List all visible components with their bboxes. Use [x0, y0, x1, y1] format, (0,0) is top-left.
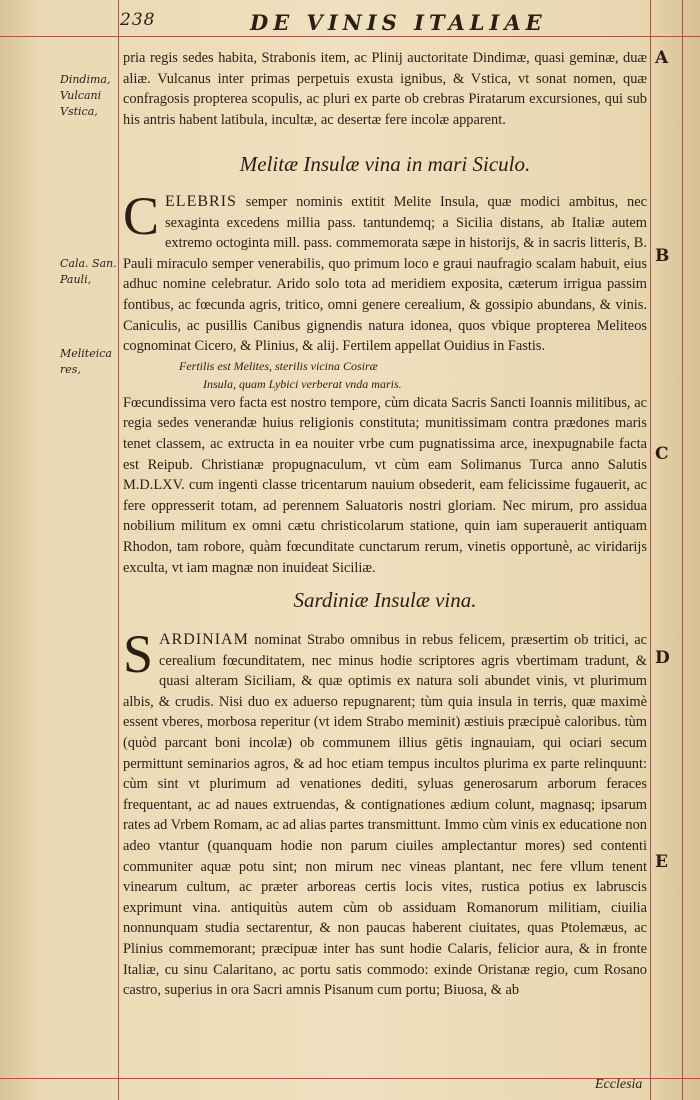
verse-line-2: Insula, quam Lybici verberat vnda maris. — [203, 376, 402, 391]
margin-note-cala — [60, 256, 118, 288]
margin-note-line: Vulcani — [60, 89, 102, 102]
section-letter-c: C — [655, 444, 669, 464]
page-header — [120, 6, 650, 36]
melita-paragraph — [123, 186, 647, 357]
margin-note-line: Vstica, — [60, 105, 98, 118]
melita-text-continued: Fœcundissima vero facta est nostro tempore, cùm dicata Sacris Sancti Ioannis militibus, ac regia sedes venerandæ huius religionis constituta; munitissimam contra prædones maris tenet classem, ac extructa in ea nouiter vrbe cum pugnatissima arce, inexpugnabile facta est Reipub. Christianæ propugnaculum, vt cùm eam Solimanus Turca anno Salutis M.D.LXV. cum ingenti classe tricentarum nauium obsederit, eam felicissime fugauerit, ac fere oppresserit totam, ad perennem Saluatoris nostri gloriam. Nec mirum, pro assidua nobilium militum ex omni cætu christicolarum statione, quin iam superauerit antiquam Rhodon, tam robore, quàm fœcunditate cunctarum rerum, vinetis opportunè, ac viridarijs exculta, vt iam magnæ non inuideat Siciliæ. — [123, 394, 647, 576]
intro-text: pria regis sedes habita, Strabonis item, ac Plinij auctoritate Dindimæ, quasi geminæ, duæ aliæ. Vulcanus inter primas perpetuis exusta ignibus, & Vstica, vt sonat nomen, quæ confragosis propterea scopulis, ac pluri ex parte ob crebras Piratarum excursiones, qui sub his antris habent latibula, incultæ, ac desertæ fere incolæ apparent. — [123, 50, 647, 128]
section-sardinia-body — [123, 624, 647, 1001]
margin-rule-outer — [682, 0, 683, 1100]
page-number: 238 — [120, 10, 156, 30]
section-letter-e: E — [655, 852, 668, 872]
margin-rule-left — [118, 0, 119, 1100]
section-letter-b: B — [655, 246, 670, 266]
section-heading-melita: Melitæ Insulæ vina in mari Siculo. — [239, 152, 531, 176]
dropcap-c: C — [123, 186, 160, 246]
margin-rule-right — [650, 0, 651, 1100]
melita-text: semper nominis extitit Melite Insula, quæ modici ambitus, nec sexaginta excedens millia pass. tantundemq; a Sicilia distans, ab Italiæ autem extremo octoginta mill. pass. commemorata sæpe in historijs, & in sacris litteris, B. Pauli miraculo semper venerabilis, quo primum loco e graui naufragio scalam habuit, eius adhuc nomine celebratur. Arido solo tota ad meridiem exposita, cæterum irrigua passim fontibus, ac fœcunda agris, tritico, omni genere cerealium, & gossipio abundans, & vinis. Caniculis, ac pusillis Canibus gignendis natura idonea, quos vbique propterea Meliteos cognominat Cicero, & Plinius, & alij. Fertilem appellat Ouidius in Fastis. — [123, 194, 647, 355]
section-letter-d: D — [655, 648, 670, 668]
running-title: DE VINIS ITALIAE — [250, 10, 547, 35]
margin-note-line: Meliteica — [60, 347, 112, 360]
sardinia-paragraph — [123, 624, 647, 1001]
section-letter-a: A — [655, 48, 669, 68]
section-melita-body — [123, 186, 647, 578]
dropcap-s: S — [123, 624, 154, 684]
catchword: Ecclesia — [595, 1077, 643, 1092]
margin-note-line: Cala. San. — [60, 257, 117, 270]
margin-note-dindima — [60, 72, 118, 120]
margin-note-line: res, — [60, 363, 81, 376]
sardinia-text: nominat Strabo omnibus in rebus felicem, præsertim ob tritici, ac cerealium fœcunditatem, nec minus hodie scriptores agris vbertimam tradunt, & quasi alteram Siciliam, & quæ optimis ex natura soli abundet vinis, vt plurimum albis, & crudis. Nisi duo ex aduerso repugnarent; tùm quia insula in terris, quæ maximè essent vberes, morbosa reperitur (vt idem Strabo meminit) æstiuis præcipuè caloribus. tùm (quòd parcant boni incolæ) ob communem illius gētis ingnauiam, qui ociari secum permittunt seminarios agros, & ad hoc etiam tempus incultos plurima ex parte relinquunt: cùm sint vt plurimum ad venationes dediti, syluas generosarum arborum feraces frequentant, ac ad naues extruendas, & contignationes ædium colunt, magnasq; ipsarum rates ad Vrbem Romam, ac ad alias partes transmittunt. Immo cùm vinis ex educatione non adeo vtantur (quanquam hodie non parum ciuiles amplectantur mores) sed contenti communiter aquæ potu sint; non mirum nec vineas plantant, nec fere vllum tenent vinearum cultum, ac præter arboreas certis locis vites, rustica potius ex labruscis exprimunt vina. antiquitùs autem cùm ob assiduam Romanorum militiam, ciuilia nonnunquam studia sectarentur, & non paucas haberent ciuitates, quas Ptolemæus, ac Plinius commemorant; præcipuæ inter has sunt hodie Calaris, felicior aura, & in fronte Italiæ, cu sinu Calaritano, ac portu satis commodo: exinde Oristanæ regio, cum Rosano castro, superius in ora Sacri amnis Pisanum cum portu; Biuosa, & ab — [123, 632, 647, 999]
lead-word: ARDINIAM — [159, 631, 249, 648]
margin-note-meliteica — [60, 346, 118, 378]
section-heading-sardinia: Sardiniæ Insulæ vina. — [293, 588, 477, 612]
margin-note-line: Dindima, — [60, 73, 111, 86]
lead-word: ELEBRIS — [165, 193, 237, 210]
margin-note-line: Pauli, — [60, 273, 92, 286]
intro-paragraph — [123, 48, 647, 130]
header-rule — [0, 36, 700, 37]
verse-line-1: Fertilis est Melites, sterilis vicina Cosiræ — [179, 358, 378, 373]
